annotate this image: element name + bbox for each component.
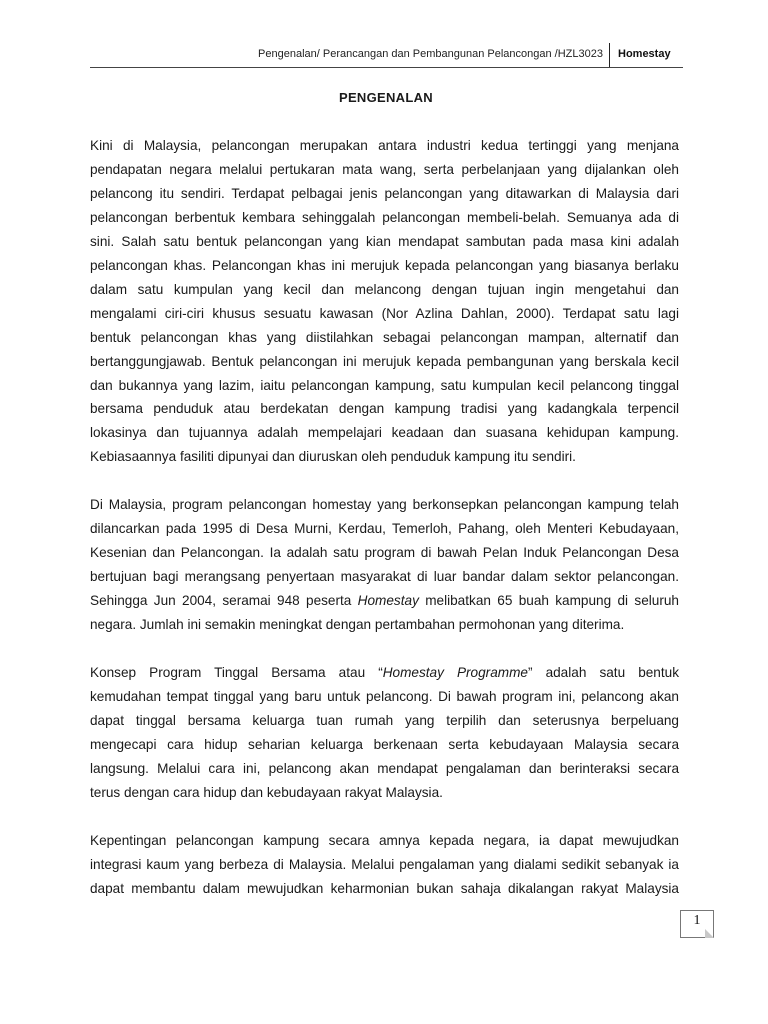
- text-line: mengecapi cara hidup seharian keluarga berkenaan serta kebudayaan Malaysia secara: [90, 736, 679, 752]
- text-line: Kepentingan pelancongan kampung secara amnya kepada negara, ia dapat mewujudkan: [90, 832, 679, 848]
- running-header-brand: Homestay: [618, 48, 671, 60]
- text-line: pendapatan negara melalui pertukaran mata wang, serta perbelanjaan yang dijalankan oleh: [90, 161, 679, 177]
- italic-term: Homestay: [357, 593, 419, 609]
- text-line: Di Malaysia, program pelancongan homestay yang berkonsepkan pelancongan kampung telah: [90, 497, 679, 513]
- text-line: pelancongan khas. Pelancongan khas ini merujuk kepada pelancongan yang biasanya berlaku: [90, 257, 679, 273]
- text-line: bentuk pelancongan khas yang diistilahkan sebagai pelancongan mampan, alternatif dan: [90, 329, 679, 345]
- text-line: dalam satu kumpulan yang kecil dan melancong dengan tujuan ingin mengetahui dan: [90, 281, 679, 297]
- text-line: negara. Jumlah ini semakin meningkat dengan pertambahan permohonan yang diterima.: [90, 617, 625, 633]
- paragraph-4: [90, 829, 679, 901]
- header-divider: [609, 43, 610, 67]
- text-line: dilancarkan pada 1995 di Desa Murni, Kerdau, Temerloh, Pahang, oleh Menteri Kebudayaan,: [90, 521, 679, 537]
- paragraph-3: [90, 661, 679, 805]
- text-line: bersama penduduk atau berdekatan dengan kampung tradisi yang kadangkala terpencil: [90, 401, 679, 417]
- text-line: bertanggungjawab. Bentuk pelancongan ini merujuk kepada pembangunan yang berskala kecil: [90, 353, 679, 369]
- text-line: langsung. Melalui cara ini, pelancong akan mendapat pengalaman dan berinteraksi secara: [90, 760, 679, 776]
- text-line: Kebiasaannya fasiliti dipunyai dan diuruskan oleh penduduk kampung itu sendiri.: [90, 449, 576, 465]
- page-fold-corner: [705, 929, 714, 938]
- header-rule: [90, 67, 683, 68]
- paragraph-2: [90, 493, 679, 637]
- page-number-box: [680, 910, 714, 938]
- text-line: sini. Salah satu bentuk pelancongan yang kian mendapat sambutan pada masa kini adalah: [90, 233, 679, 249]
- text-run: ” adalah satu bentuk: [527, 665, 680, 681]
- italic-term: Homestay Programme: [382, 665, 528, 681]
- text-line: lokasinya dan tujuannya adalah mempelajari keadaan dan suasana kehidupan kampung.: [90, 425, 679, 441]
- text-line: [90, 661, 679, 685]
- text-line: mengalami ciri-ciri khusus sesuatu kawasan (Nor Azlina Dahlan, 2000). Terdapat satu lagi: [90, 305, 679, 321]
- paragraph-1: [90, 134, 679, 469]
- text-line: Kesenian dan Pelancongan. Ia adalah satu program di bawah Pelan Induk Pelancongan Desa: [90, 545, 679, 561]
- text-line: terus dengan cara hidup dan kebudayaan rakyat Malaysia.: [90, 784, 443, 800]
- text-line: integrasi kaum yang berbeza di Malaysia. Melalui pengalaman yang dialami sedikit sebanyak ia: [90, 856, 679, 872]
- text-line: [90, 589, 679, 613]
- text-run: Konsep Program Tinggal Bersama atau “: [90, 665, 383, 681]
- running-header-course: Pengenalan/ Perancangan dan Pembangunan Pelancongan /HZL3023: [258, 48, 603, 60]
- text-line: Kini di Malaysia, pelancongan merupakan antara industri kedua tertinggi yang menjana: [90, 138, 679, 153]
- text-line: pelancong itu sendiri. Terdapat pelbagai jenis pelancongan yang ditawarkan di Malaysia dari: [90, 185, 679, 201]
- text-run: melibatkan 65 buah kampung di seluruh: [418, 593, 679, 609]
- page-number: 1: [693, 913, 701, 928]
- text-line: pelancongan berbentuk kembara sehinggalah pelancongan membeli-belah. Semuanya ada di: [90, 209, 679, 225]
- text-line: dan bukannya yang lazim, iaitu pelancongan kampung, satu kumpulan kecil pelancong tinggal: [90, 377, 679, 393]
- text-run: Sehingga Jun 2004, seramai 948 peserta: [90, 593, 358, 609]
- page-title: PENGENALAN: [338, 90, 433, 105]
- text-line: bertujuan bagi merangsang penyertaan masyarakat di luar bandar dalam sektor pelancongan.: [90, 569, 679, 585]
- document-body: [90, 134, 679, 925]
- text-line: dapat membantu dalam mewujudkan keharmonian bukan sahaja dikalangan rakyat Malaysia: [90, 880, 679, 896]
- text-line: kemudahan tempat tinggal yang baru untuk pelancong. Di bawah program ini, pelancong akan: [90, 689, 679, 705]
- text-line: dapat tinggal bersama keluarga tuan rumah yang terpilih dan seterusnya berpeluang: [90, 712, 679, 728]
